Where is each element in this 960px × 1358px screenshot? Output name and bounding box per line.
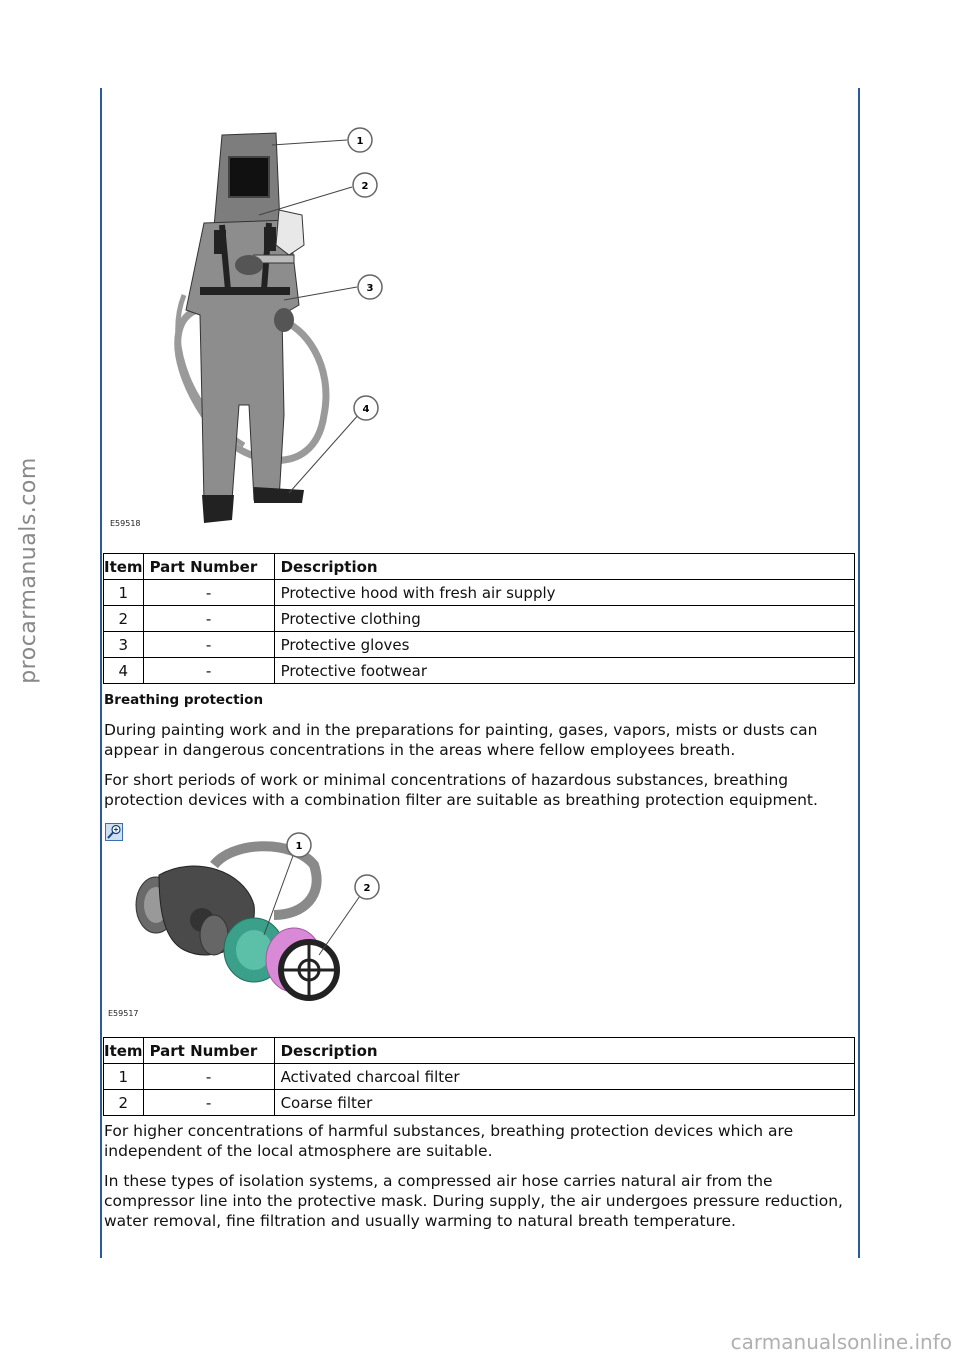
- callout-number: 1: [295, 841, 303, 852]
- left-margin-line: [100, 88, 102, 1258]
- cell-part-number: -: [143, 658, 274, 684]
- parts-table-respirator: [103, 1037, 855, 1116]
- side-watermark: procarmanuals.com: [15, 456, 41, 684]
- table-row: [104, 606, 855, 632]
- cell-part-number: -: [143, 580, 274, 606]
- cell-description: Protective clothing: [274, 606, 854, 632]
- cell-description: Coarse filter: [274, 1090, 854, 1116]
- cell-description: Activated charcoal filter: [274, 1064, 854, 1090]
- cell-description: Protective gloves: [274, 632, 854, 658]
- right-margin-line: [858, 88, 860, 1258]
- cell-part-number: -: [143, 632, 274, 658]
- callout-number: 4: [362, 404, 370, 415]
- cell-part-number: -: [143, 606, 274, 632]
- table-header-row: [104, 1038, 855, 1064]
- column-header-part-number: Part Number: [143, 1038, 274, 1064]
- cell-item: 1: [104, 580, 144, 606]
- table-row: [104, 658, 855, 684]
- cell-part-number: -: [143, 1064, 274, 1090]
- table-header-row: [104, 554, 855, 580]
- paragraph: In these types of isolation systems, a compressed air hose carries natural air from the compressor line into the protective mask. During supply, the air undergoes pressure reduction, water removal, fine filtration and usually warming to natural breath temperature.: [104, 1172, 843, 1230]
- table-row: [104, 1064, 855, 1090]
- column-header-description: Description: [274, 554, 854, 580]
- callout-number: 3: [366, 283, 374, 294]
- cell-item: 2: [104, 1090, 144, 1116]
- column-header-description: Description: [274, 1038, 854, 1064]
- respirator-mask-illustration: [104, 825, 404, 1025]
- parts-table-suit: [103, 553, 855, 684]
- column-header-item: Item: [104, 1038, 144, 1064]
- protective-suit-illustration: [104, 115, 404, 535]
- callout-number: 2: [361, 181, 369, 192]
- cell-item: 2: [104, 606, 144, 632]
- paragraph: For short periods of work or minimal concentrations of hazardous substances, breathing protection devices with a combination filter are suitable as breathing protection equipment.: [104, 771, 818, 809]
- callout-number: 2: [363, 883, 371, 894]
- cell-item: 4: [104, 658, 144, 684]
- cell-item: 1: [104, 1064, 144, 1090]
- table-row: [104, 1090, 855, 1116]
- figure-protective-suit: [104, 115, 404, 535]
- cell-part-number: -: [143, 1090, 274, 1116]
- cell-item: 3: [104, 632, 144, 658]
- figure-label: E59517: [108, 1009, 139, 1018]
- table-row: [104, 632, 855, 658]
- column-header-part-number: Part Number: [143, 554, 274, 580]
- paragraph: For higher concentrations of harmful substances, breathing protection devices which are independent of the local atmosphere are suitable.: [104, 1122, 794, 1160]
- section-heading: Breathing protection: [104, 692, 264, 708]
- callout-number: 1: [356, 136, 364, 147]
- paragraph: During painting work and in the preparations for painting, gases, vapors, mists or dusts can appear in dangerous concentrations in the areas where fellow employees breath.: [104, 721, 818, 759]
- cell-description: Protective footwear: [274, 658, 854, 684]
- cell-description: Protective hood with fresh air supply: [274, 580, 854, 606]
- figure-label: E59518: [110, 519, 141, 528]
- bottom-watermark: carmanualsonline.info: [730, 1330, 952, 1354]
- table-row: [104, 580, 855, 606]
- column-header-item: Item: [104, 554, 144, 580]
- figure-respirator-mask: [104, 825, 404, 1025]
